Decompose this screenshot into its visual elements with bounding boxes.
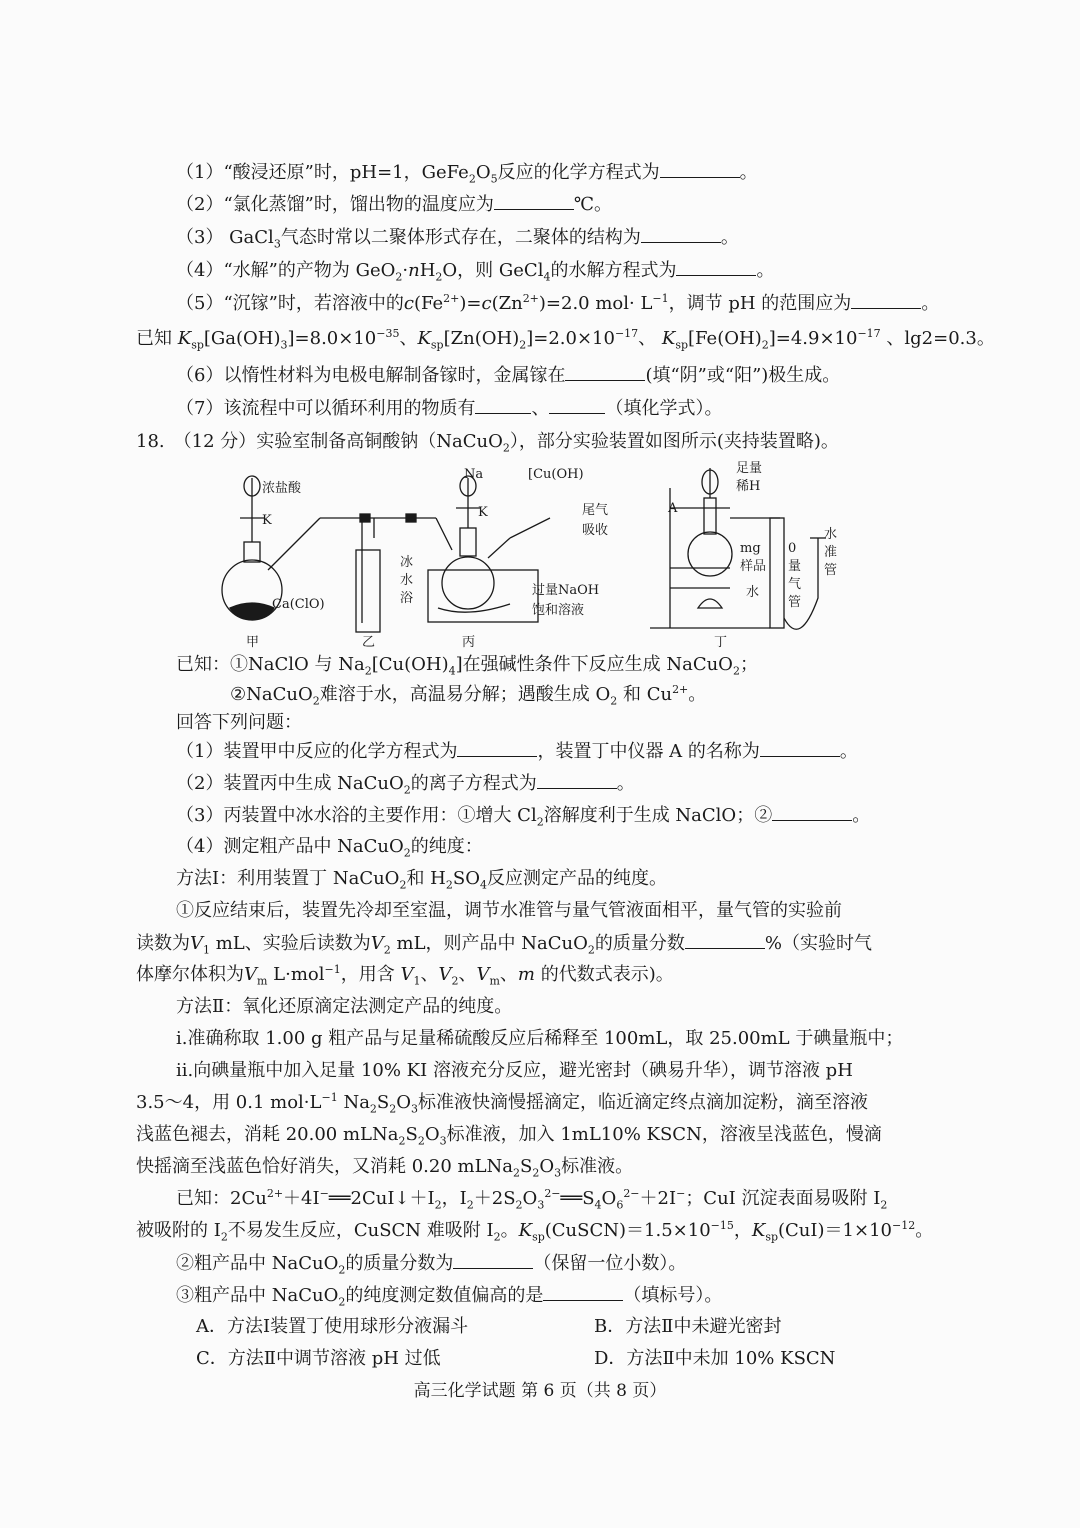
q17-part2: （2）“氯化蒸馏”时，馏出物的温度应为 ℃。 [176,189,936,220]
q18-known-eq: 已知：$2Cu^{2+}+4I^-══2CuI↓+I_2$，$I_2+2S_2O_3^{2-}══S_4O_6^{2-}+2I^-$；CuI 沉淀表面易吸附 $I_2$ [176,1187,888,1212]
q17-part1: （1）“酸浸还原”时，pH=1，$GeFe_2O_5$反应的化学方程式为 。 [176,157,936,188]
q18-sub2: （2）装置丙中生成 NaCuO$_2$的离子方程式为 。 [176,768,936,799]
q17-known-ksp: 已知 $K_{sp}[Ga(OH)_3]=8.0\times 10^{-35}$、$K_{sp}[Zn(OH)_2]=2.0\times 10^{-17}$、 $K_{sp}[Fe(OH)_2]=4.9\times 10^{-17}$ 、lg2=0.3。 [136,327,995,352]
q18-calc2: ②粗产品中 NaCuO$_2$的质量分数为 （保留一位小数）。 [176,1248,936,1279]
q18-sub1: （1）装置甲中反应的化学方程式为 ，装置丁中仪器 A 的名称为 。 [176,736,936,767]
q18-method2: 方法Ⅱ：氧化还原滴定法测定产品的纯度。 [176,996,513,1017]
q18-step-ii-l4: 快摇滴至浅蓝色恰好消失，又消耗 0.20 $mLNa_2S_2O_3$标准液。 [136,1156,634,1180]
label-qi3: 管 [788,595,802,610]
q17-part7: （7）该流程中可以循环利用的物质有 、 （填化学式）。 [176,393,936,424]
label-h2so4a: 足量 [736,461,763,476]
label-sz3: 管 [824,563,838,578]
label-sz2: 准 [824,545,838,560]
label-ice1: 冰 [400,555,414,570]
q18-calc3: ③粗产品中 NaCuO$_2$的纯度测定数值偏高的是 （填标号）。 [176,1280,936,1311]
label-zero: 0 [788,541,797,556]
q18-answer: 回答下列问题： [176,712,302,733]
label-A: A [668,501,678,516]
q17-part5: （5）“沉镓”时，若溶液中的$c(Fe^{2+})=c(Zn^{2+})=2.0$ $mol\cdot L^{-1}$，调节 pH 的范围应为 。 [176,288,936,319]
q17-part3: （3） GaCl$_3$气态时常以二聚体形式存在，二聚体的结构为 。 [176,222,936,253]
q18-step-i: i.准确称取 1.00 g 粗产品与足量稀硫酸反应后稀释至 100mL，取 25.00mL 于碘量瓶中； [176,1028,904,1049]
apparatus-figure [210,458,860,654]
label-tail1: 尾气 [582,503,609,518]
label-h2so4b: 稀H [736,479,761,494]
q18-sub3: （3）丙装置中冰水浴的主要作用：①增大 $Cl_2$溶解度利于生成 NaClO；② 。 [176,800,936,831]
flask-bing [428,476,550,622]
label-naoh2: 饱和溶液 [532,603,585,618]
label-ice2: 水 [400,573,414,588]
q18-known1: 已知：①NaClO 与 $Na_2[Cu(OH)_4]$在强碱性条件下反应生成 NaCuO$_2$； [176,654,758,678]
label-bing: 丙 [462,635,476,650]
q17-part6: （6）以惰性材料为电极电解制备镓时，金属镓在 (填“阴”或“阳”)极生成。 [176,360,936,391]
label-sz1: 水 [824,527,838,542]
label-caclo: Ca(ClO) [272,597,325,612]
label-naoh1: 过量NaOH [532,583,600,598]
option-a: A．方法Ⅰ装置丁使用球形分液漏斗 [196,1316,469,1337]
option-c: C．方法Ⅱ中调节溶液 pH 过低 [196,1348,441,1369]
label-yi: 乙 [362,635,376,650]
label-water: 水 [746,585,760,600]
label-tail2: 吸收 [582,523,609,538]
q18-header: 18. （12 分）实验室制备高铜酸钠（NaCuO$_2$），部分实验装置如图所示(夹持装置略)。 [136,431,839,455]
q17-part4: （4）“水解”的产物为 $GeO_2\cdot nH_2O$，则 GeCl$_4$的水解方程式为 。 [176,255,936,286]
label-jia: 甲 [246,635,260,650]
q18-calc1-l3: 体摩尔体积为$V_m$ L·mol$^{-1}$，用含 $V_1$、$V_2$、$V_m$、m 的代数式表示)。 [136,963,674,988]
q18-known2: ②NaCuO$_2$难溶于水，高温易分解；遇酸生成 $O_2$ 和 $Cu^{2+}$。 [230,683,707,708]
q18-known-ksp: 被吸附的 $I_2$不易发生反应，CuSCN 难吸附 $I_2$。$K_{sp}(CuSCN)=1.5\times 10^{-15}$，$K_{sp}(CuI)=1\times 10^{-12}$。 [136,1219,934,1244]
q18-sub4: （4）测定粗产品中 NaCuO$_2$的纯度： [176,836,483,860]
q18-step-ii-l1: ii.向碘量瓶中加入足量 10% KI 溶液充分反应，避光密封（碘易升华），调节溶液 pH [176,1060,853,1081]
label-mg: mg [740,541,761,556]
q18-step-ii-l3: 浅蓝色褪去，消耗 20.00 $mLNa_2S_2O_3$标准液，加入 1mL10% KSCN，溶液呈浅蓝色，慢滴 [136,1124,882,1148]
q18-step-ii-l2: 3.5～4，用 0.1 $mol\cdot L^{-1}$ $Na_2S_2O_3$标准液快滴慢摇滴定，临近滴定终点滴加淀粉，滴至溶液 [136,1091,869,1116]
label-conc-hcl: 浓盐酸 [262,481,302,496]
q18-calc1-l2: 读数为$V_1$ mL、实验后读数为$V_2$ mL，则产品中 NaCuO$_2$的质量分数 %（实验时气 [136,928,936,959]
label-qi1: 量 [788,559,802,574]
q18-calc1-l1: ①反应结束后，装置先冷却至室温，调节水准管与量气管液面相平，量气管的实验前 [176,900,842,921]
label-qi2: 气 [788,577,802,592]
label-na2cu-b: [Cu(OH) [528,467,584,482]
label-k1: K [262,513,272,528]
label-na2cu: Na [464,467,484,482]
option-b: B．方法Ⅱ中未避光密封 [594,1316,782,1337]
label-ding: 丁 [714,635,728,650]
label-sample: 样品 [740,559,767,574]
option-d: D．方法Ⅱ中未加 10% KSCN [594,1348,836,1369]
label-k2: K [478,505,488,520]
q18-method1: 方法Ⅰ：利用装置丁 NaCuO$_2$和 $H_2SO_4$反应测定产品的纯度。 [176,868,667,892]
page-footer: 高三化学试题 第 6 页（共 8 页） [413,1381,667,1401]
label-ice3: 浴 [400,591,414,606]
